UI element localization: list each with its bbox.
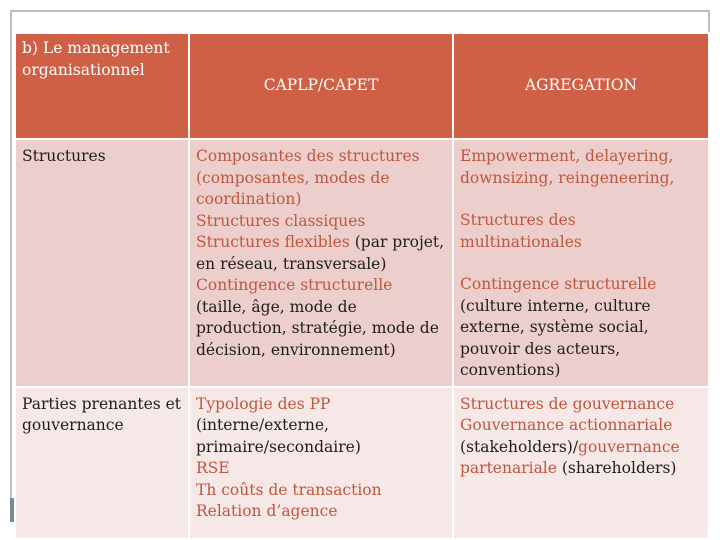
cell-text: Relation d’agence bbox=[196, 502, 338, 520]
cell-agregation bbox=[453, 387, 709, 539]
cell-text: (par projet, en réseau, transversale) bbox=[196, 233, 445, 273]
cell-text-mixed bbox=[460, 437, 702, 480]
cell-text-mixed bbox=[196, 232, 446, 275]
spacer bbox=[460, 189, 702, 210]
cell-text: Empowerment, delayering, downsizing, reingeneering, bbox=[460, 147, 675, 187]
spacer bbox=[460, 253, 702, 274]
cell-text: Composantes des structures (composantes, modes de coordination) bbox=[196, 147, 420, 208]
cell-text: Structures de gouvernance bbox=[460, 394, 675, 413]
cell-text: Typologie des PP bbox=[196, 394, 331, 413]
cell-caplp bbox=[189, 387, 453, 539]
cell-text: Contingence structurelle bbox=[460, 275, 657, 293]
cell-text: Contingence structurelle bbox=[196, 276, 393, 294]
table-row bbox=[15, 139, 709, 387]
cell-text: (shareholders) bbox=[556, 459, 677, 477]
cell-text: (stakeholders)/ bbox=[460, 437, 579, 456]
cell-agregation bbox=[453, 139, 709, 387]
cell-text: Structures flexibles bbox=[196, 233, 350, 251]
cell-text: Gouvernance actionnariale bbox=[460, 416, 673, 434]
table-header-row bbox=[15, 33, 709, 139]
cell-caplp bbox=[189, 139, 453, 387]
cell-text: Th coûts de transaction bbox=[196, 480, 382, 499]
cell-text: (interne/externe, primaire/secondaire) bbox=[196, 416, 361, 456]
cell-text: Structures classiques bbox=[196, 211, 366, 230]
cell-text: Structures des multinationales bbox=[460, 211, 582, 251]
cell-text: (taille, âge, mode de production, stratégie, mode de décision, environnement) bbox=[196, 297, 439, 359]
header-cell-topic: b) Le management organisationnel bbox=[15, 33, 189, 139]
cell-text: gouvernance partenariale bbox=[460, 437, 680, 477]
row-label: Parties prenantes et gouvernance bbox=[15, 387, 189, 539]
slide-frame-left bbox=[10, 10, 12, 522]
table-row bbox=[15, 387, 709, 539]
header-cell-caplp: CAPLP/CAPET bbox=[189, 33, 453, 139]
cell-text: RSE bbox=[196, 459, 230, 477]
curriculum-table bbox=[14, 32, 710, 540]
slide-frame-top bbox=[10, 10, 710, 12]
header-cell-agregation: AGREGATION bbox=[453, 33, 709, 139]
row-label: Structures bbox=[15, 139, 189, 387]
cell-text: (culture interne, culture externe, système social, pouvoir des acteurs, conventions) bbox=[460, 296, 651, 379]
